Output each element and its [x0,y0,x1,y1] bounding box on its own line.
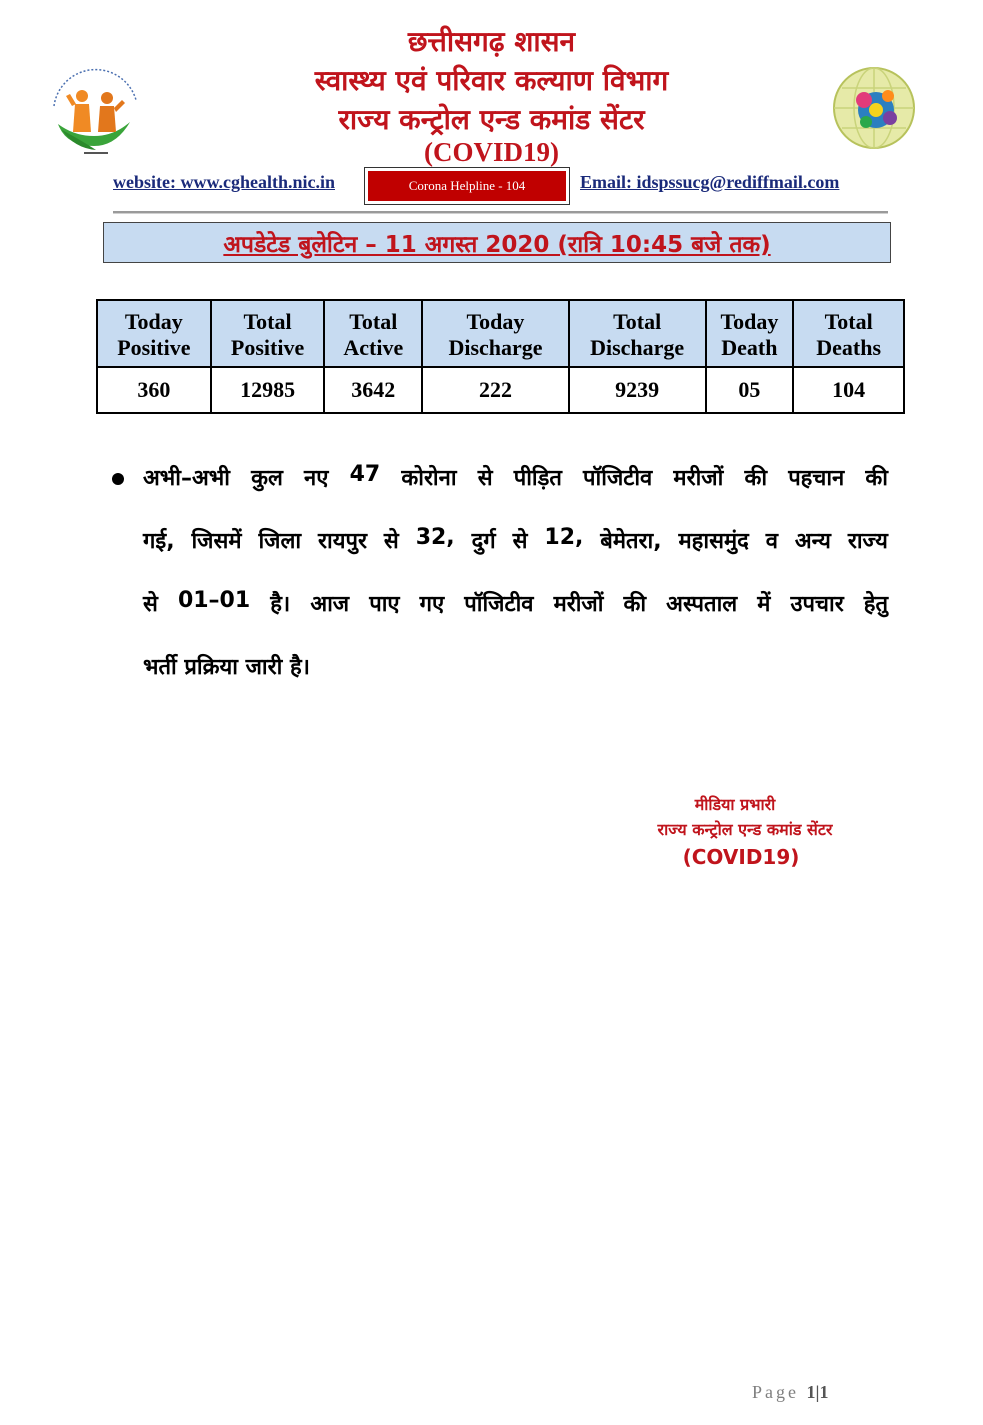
bulletin-title: अपडेटेड बुलेटिन – 11 अगस्त 2020 (रात्रि 10:45 बजे तक) [223,231,771,258]
header-total-discharge: Total Discharge [569,300,706,367]
paragraph-word: अन्य [794,529,831,554]
paragraph-word: की [623,592,647,617]
header-today-death: Today Death [706,300,794,367]
paragraph-word: हेतु [863,592,888,617]
email-link[interactable]: Email: idspssucg@rediffmail.com [580,172,840,192]
value-today-positive: 360 [97,367,211,413]
paragraph-line-1 [143,462,888,492]
paragraph-word: 47 [349,462,381,487]
header-line-1: छत्तीसगढ़ शासन [407,25,576,58]
paragraph-word: में [757,592,771,617]
paragraph-word: गए [419,592,445,617]
value-total-positive: 12985 [211,367,325,413]
paragraph-word: से [143,592,158,617]
covid-stats-table [96,299,905,414]
paragraph-word: से [512,529,528,554]
paragraph-word: से [383,529,399,554]
paragraph-word: से [477,466,493,491]
paragraph-word: रायपुर [318,529,367,554]
paragraph-word: पॉजिटीव [583,466,653,491]
header-total-positive: Total Positive [211,300,325,367]
paragraph-word: गई, [143,529,175,554]
table-row [97,367,904,413]
footer-total-pages: 1 [819,1382,829,1402]
value-total-deaths: 104 [793,367,904,413]
website-link[interactable]: website: www.cghealth.nic.in [113,172,335,192]
paragraph-word: जिला [258,529,302,554]
table-header-row [97,300,904,367]
header-divider [113,211,888,214]
bullet-icon [112,473,124,485]
signature-covid: (COVID19) [682,845,800,869]
paragraph-word: जिसमें [191,529,242,554]
paragraph-word: कुल [251,466,283,491]
paragraph-word: पहचान [788,466,845,491]
footer-page-word: Page [752,1382,799,1402]
idsp-logo-icon [828,66,924,152]
paragraph-word: पॉजिटीव [464,592,534,617]
paragraph-word: आज [310,592,350,617]
header-total-deaths: Total Deaths [793,300,904,367]
signature-title: मीडिया प्रभारी [694,795,776,814]
paragraph-word: उपचार [790,592,844,617]
value-today-death: 05 [706,367,794,413]
paragraph-word: पीड़ित [513,466,562,491]
paragraph-word: की [744,466,768,491]
health-department-logo-icon [44,66,144,158]
paragraph-word: नए [304,466,329,491]
paragraph-word: अभी–अभी [143,466,230,491]
paragraph-word: राज्य [847,529,888,554]
paragraph-word: है। [270,592,291,617]
paragraph-word: कोरोना [401,466,457,491]
signature-office: राज्य कन्ट्रोल एन्ड कमांड सेंटर [657,820,833,839]
value-today-discharge: 222 [422,367,569,413]
bulletin-banner [103,222,891,263]
header-total-active: Total Active [324,300,422,367]
footer-page-number: 1 [806,1382,816,1402]
paragraph-word: बेमेतरा, [600,529,662,554]
header-today-positive: Today Positive [97,300,211,367]
value-total-active: 3642 [324,367,422,413]
paragraph-line-4: भर्ती प्रक्रिया जारी है। [143,655,310,680]
paragraph-line-2 [143,525,888,555]
paragraph-word: अस्पताल [666,592,738,617]
paragraph-word: 01–01 [177,588,251,613]
header-line-3: राज्य कन्ट्रोल एन्ड कमांड सेंटर [338,103,645,136]
value-total-discharge: 9239 [569,367,706,413]
header-today-discharge: Today Discharge [422,300,569,367]
paragraph-word: 12, [544,525,584,550]
helpline-box [364,167,570,205]
helpline-label: Corona Helpline - 104 [368,171,566,201]
paragraph-word: महासमुंद [678,529,749,554]
paragraph-word: की [865,466,888,491]
paragraph-word: मरीजों [553,592,604,617]
paragraph-word: मरीजों [673,466,724,491]
footer-separator: | [815,1382,820,1402]
header-line-4: (COVID19) [424,137,559,167]
paragraph-word: व [765,529,778,554]
header-line-2: स्वास्थ्य एवं परिवार कल्याण विभाग [314,64,669,97]
paragraph-word: दुर्ग [471,529,496,554]
paragraph-word: 32, [415,525,455,550]
page-footer [752,1382,828,1403]
paragraph-word: पाए [369,592,400,617]
paragraph-line-3 [143,588,888,618]
